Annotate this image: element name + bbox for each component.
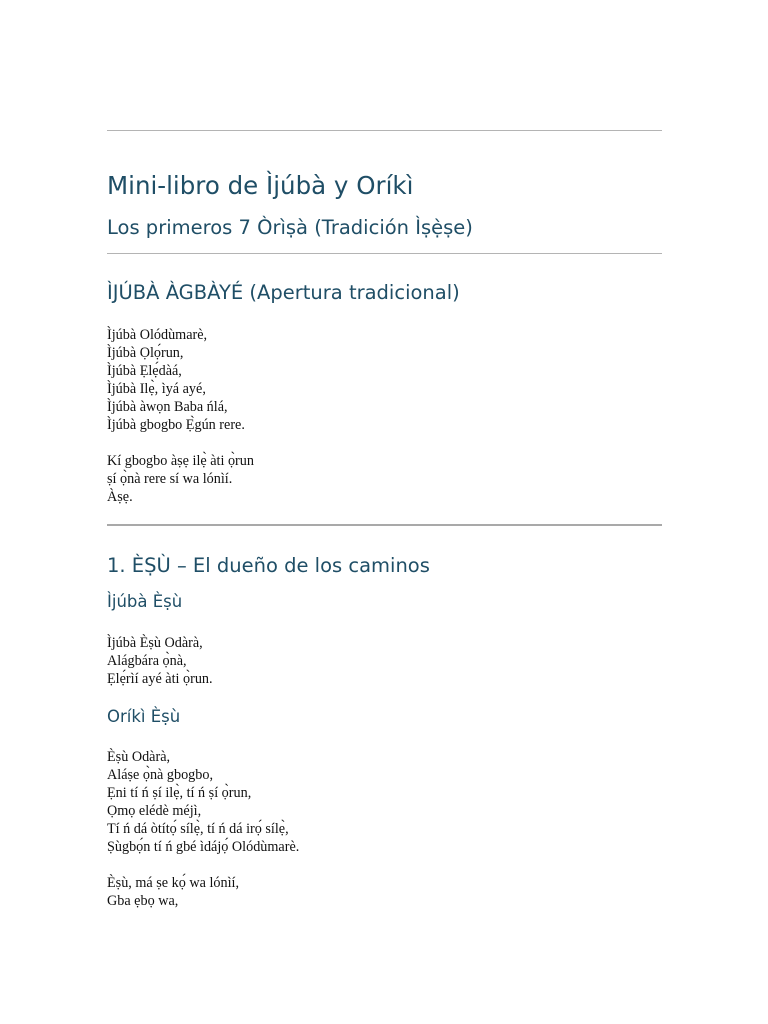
subtitle-divider: [107, 253, 662, 254]
esu-heading: 1. ÈṢÙ – El dueño de los caminos: [107, 554, 430, 577]
section-divider: [107, 524, 662, 526]
verse-line: Ìjúbà gbogbo Ẹ̀gún rere.: [107, 417, 245, 433]
esu-oriki-heading: Oríkì Èṣù: [107, 707, 181, 726]
document-title: Mini-libro de Ìjúbà y Oríkì: [107, 171, 414, 200]
verse-line: Ẹni tí ń ṣí ilẹ̀, tí ń ṣí ọ̀run,: [107, 785, 252, 801]
esu-ijuba-stanza: [107, 634, 213, 688]
verse-line: Ìjúbà Ilẹ̀, ìyá ayé,: [107, 381, 206, 397]
verse-line: Kí gbogbo àṣẹ ilẹ̀ àti ọ̀run: [107, 453, 254, 469]
opening-heading: ÌJÚBÀ ÀGBÀYÉ (Apertura tradicional): [107, 281, 460, 304]
verse-line: Alágbára ọ̀nà,: [107, 653, 187, 669]
verse-line: Ṣùgbọ́n tí ń gbé ìdájọ́ Olódùmarè.: [107, 839, 300, 855]
verse-line: Gba ẹbọ wa,: [107, 893, 179, 909]
esu-ijuba-heading: Ìjúbà Èṣù: [107, 592, 183, 611]
verse-line: Ẹlẹ́rìí ayé àti ọ̀run.: [107, 671, 213, 687]
opening-stanza-2: [107, 452, 254, 506]
esu-oriki-stanza-2: [107, 874, 239, 910]
verse-line: Ìjúbà Ẹlẹ́dàá,: [107, 363, 182, 379]
opening-stanza-1: [107, 326, 245, 434]
verse-line: Èṣù Odàrà,: [107, 749, 171, 765]
verse-line: Aláṣe ọ̀nà gbogbo,: [107, 767, 213, 783]
verse-line: Ọmọ elédè méjì,: [107, 803, 202, 819]
verse-line: Ìjúbà Ọlọ́run,: [107, 345, 184, 361]
verse-line: Tí ń dá òtítọ́ sílẹ̀, tí ń dá irọ́ sílẹ̀,: [107, 821, 289, 837]
verse-line: Èṣù, má ṣe kọ́ wa lónìí,: [107, 875, 240, 891]
top-divider: [107, 130, 662, 131]
verse-line: Ìjúbà Olódùmarè,: [107, 327, 208, 343]
verse-line: Àṣẹ.: [107, 489, 133, 505]
verse-line: Ìjúbà àwọn Baba ńlá,: [107, 399, 228, 415]
verse-line: Ìjúbà Èṣù Odàrà,: [107, 635, 203, 651]
verse-line: ṣí ọ̀nà rere sí wa lónìí.: [107, 471, 233, 487]
document-subtitle: Los primeros 7 Òrìṣà (Tradición Ìṣẹ̀ṣe): [107, 216, 473, 239]
esu-oriki-stanza-1: [107, 748, 299, 856]
